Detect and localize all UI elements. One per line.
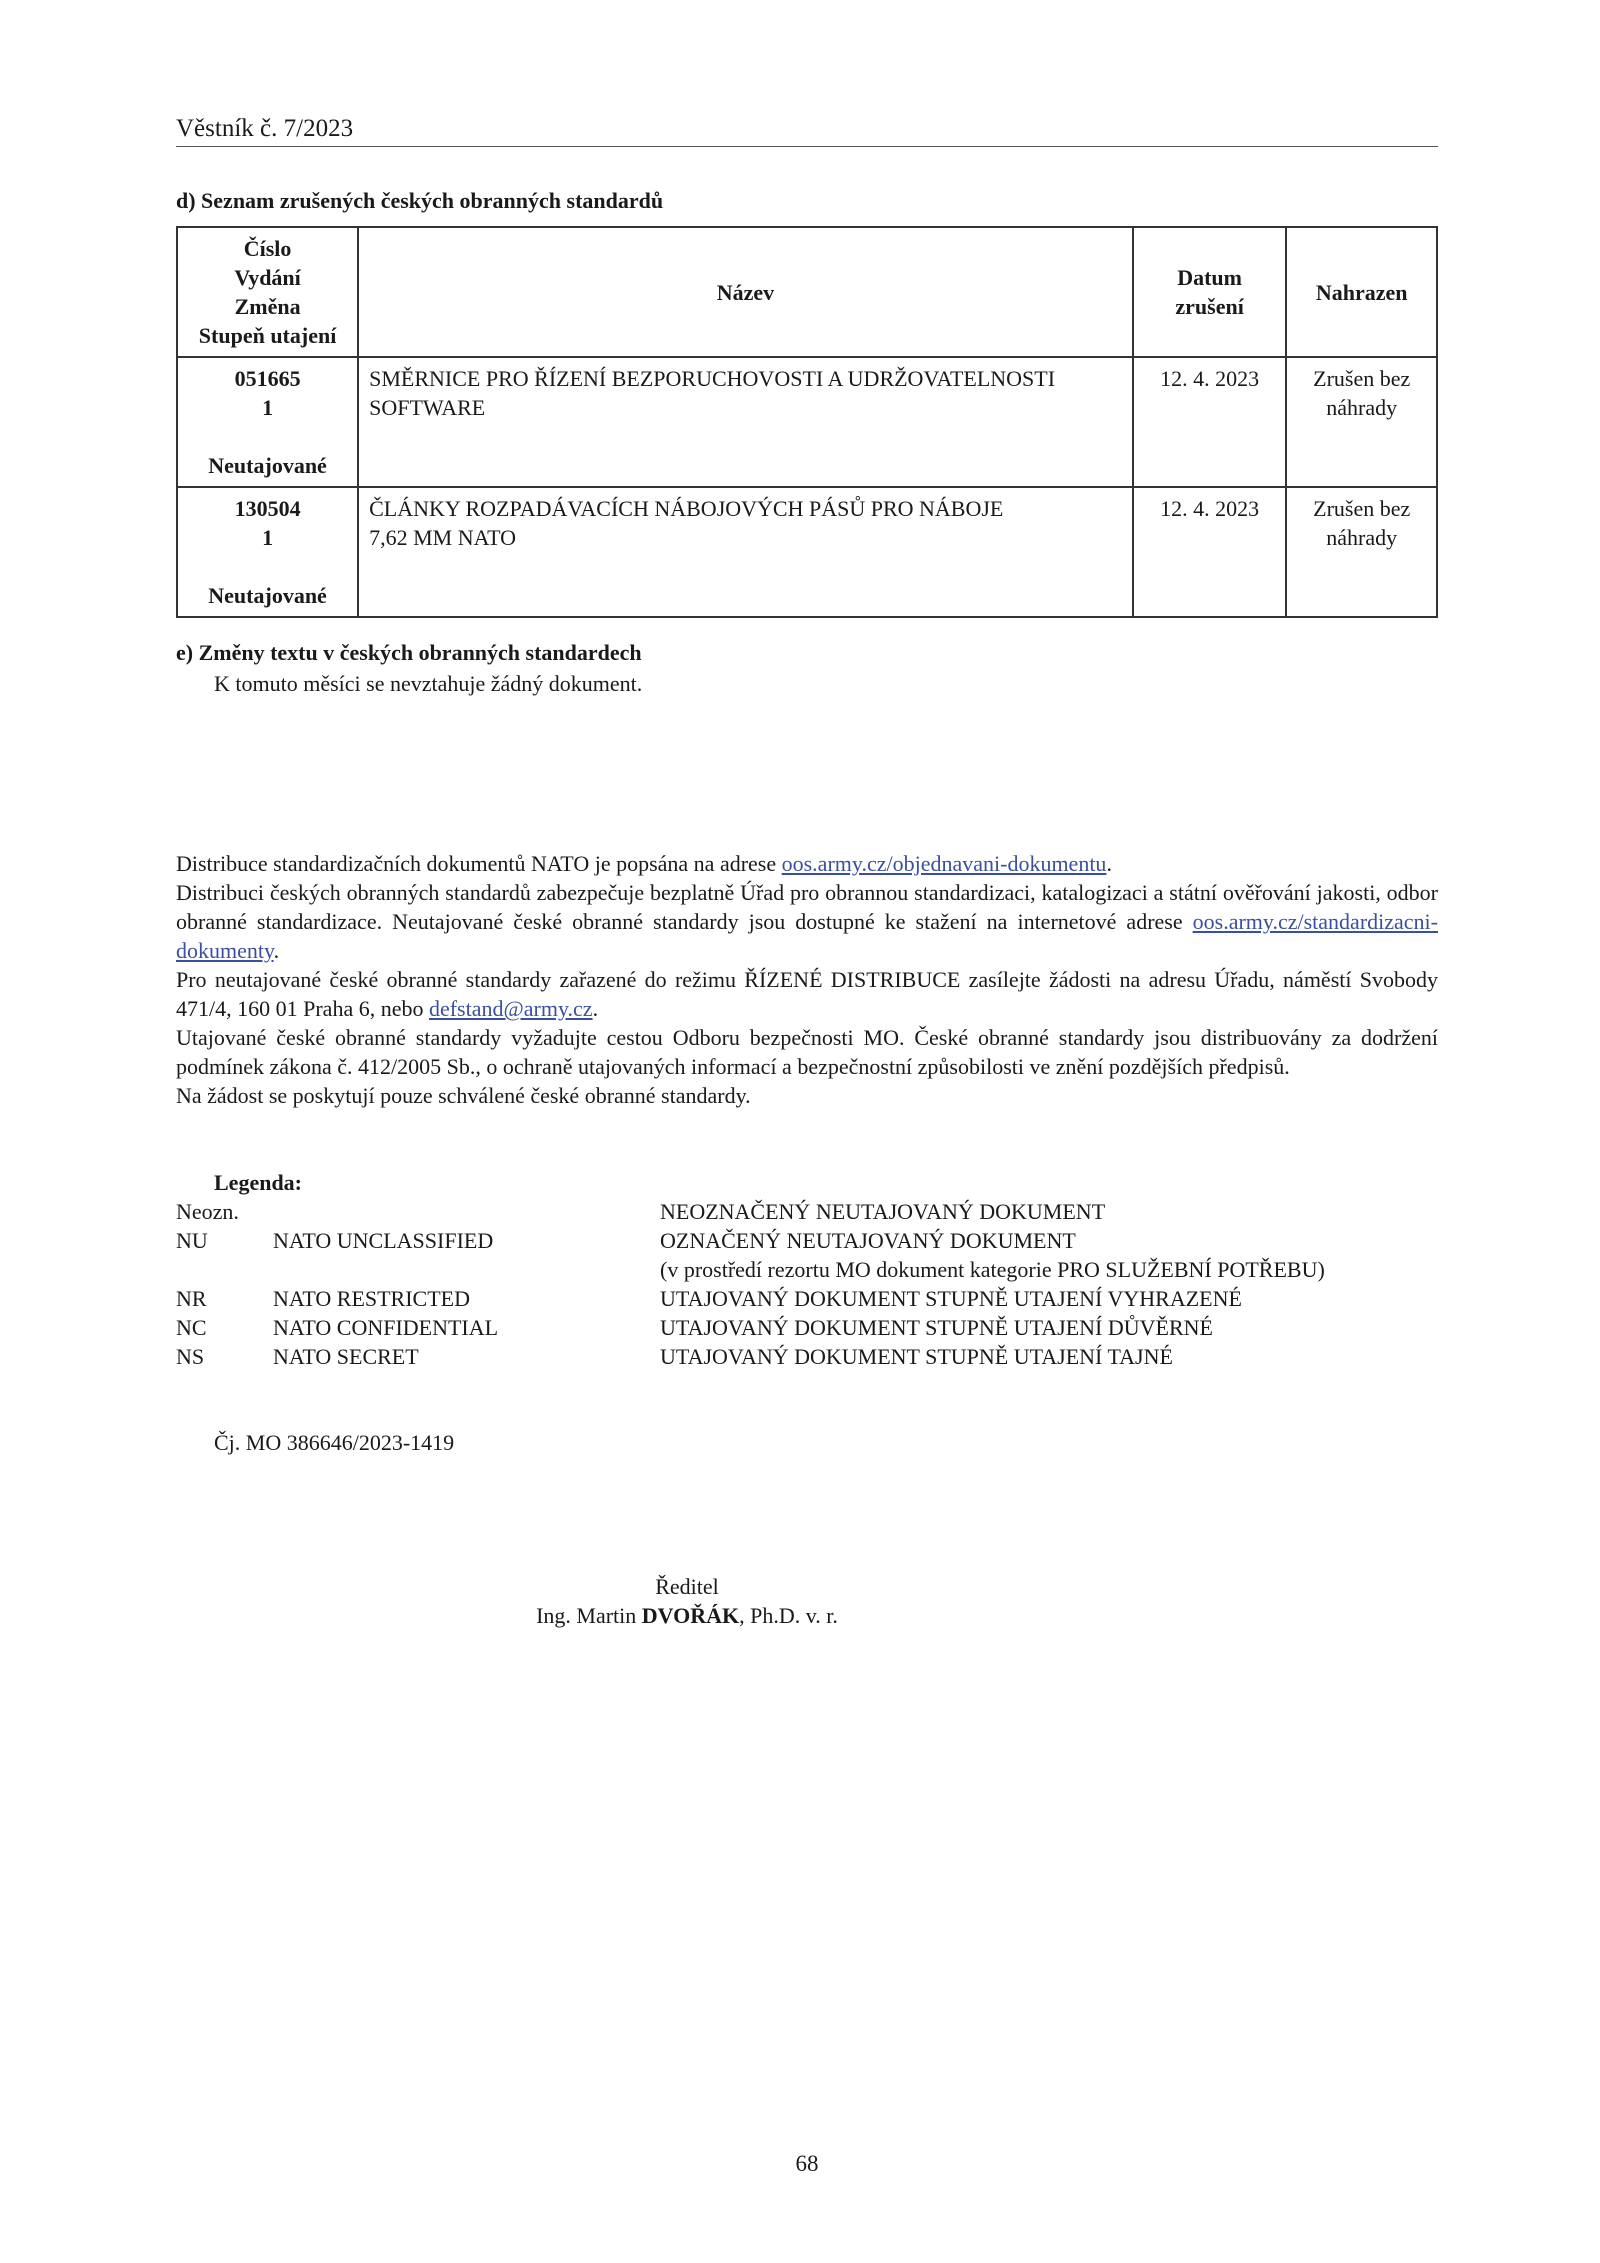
- standard-number-cell: 051665 1 Neutajované: [177, 357, 358, 487]
- nato-ordering-link[interactable]: oos.army.cz/objednavani-dokumentu: [781, 851, 1107, 876]
- page-number: 68: [795, 2151, 819, 2176]
- distribution-paragraph: Distribuci českých obranných standardů zabezpečuje bezplatně Úřad pro obrannou standardizaci, katalogizaci a státní ověřování jakosti, odbor obranné standardizace. Neutajované české obranné standardy jsou dostupné ke stažení na internetové adrese oos.army.cz/standardizacni-dokumenty.: [176, 880, 1438, 963]
- section-e-text: K tomuto měsíci se nevztahuje žádný dokument.: [214, 671, 643, 696]
- replaced-cell: Zrušen bez náhrady: [1286, 487, 1437, 617]
- page-header: Věstník č. 7/2023: [176, 114, 1438, 147]
- legend-row: NS NATO SECRET UTAJOVANÝ DOKUMENT STUPNĚ UTAJENÍ TAJNÉ: [176, 1344, 1173, 1369]
- column-header-date: Datum zrušení: [1133, 227, 1287, 357]
- legend-title: Legenda:: [214, 1170, 302, 1195]
- replaced-cell: Zrušen bez náhrady: [1286, 357, 1437, 487]
- reference-number: Čj. MO 386646/2023-1419: [214, 1430, 455, 1455]
- signature-block: [176, 1572, 1438, 1630]
- distribution-paragraph: Pro neutajované české obranné standardy zařazené do režimu ŘÍZENÉ DISTRIBUCE zasílejte žádosti na adresu Úřadu, náměstí Svobody 471/4, 160 01 Praha 6, nebo defstand@army.cz.: [176, 967, 1438, 1021]
- distribution-info: [176, 849, 1438, 1110]
- distribution-paragraph: Na žádost se poskytují pouze schválené české obranné standardy.: [176, 1083, 751, 1108]
- table-header-row: [177, 227, 1437, 357]
- signature-role: Ředitel: [655, 1574, 719, 1599]
- distribution-paragraph: Distribuce standardizačních dokumentů NATO je popsána na adrese oos.army.cz/objednavani-dokumentu.: [176, 851, 1112, 876]
- standard-number-cell: 130504 1 Neutajované: [177, 487, 358, 617]
- column-header-number: Číslo Vydání Změna Stupeň utajení: [177, 227, 358, 357]
- legend-row: NU NATO UNCLASSIFIED OZNAČENÝ NEUTAJOVANÝ DOKUMENT: [176, 1228, 1076, 1253]
- cancelled-standards-table: [176, 226, 1438, 618]
- legend-row: Neozn. NEOZNAČENÝ NEUTAJOVANÝ DOKUMENT: [176, 1199, 1106, 1224]
- signature-name: Ing. Martin DVOŘÁK, Ph.D. v. r.: [536, 1603, 838, 1628]
- section-e-title: e) Změny textu v českých obranných standardech: [176, 640, 642, 665]
- document-page: [176, 0, 1438, 2263]
- column-header-replaced: Nahrazen: [1286, 227, 1437, 357]
- standard-name-cell: ČLÁNKY ROZPADÁVACÍCH NÁBOJOVÝCH PÁSŮ PRO NÁBOJE 7,62 MM NATO: [358, 487, 1133, 617]
- section-d-title: d) Seznam zrušených českých obranných standardů: [176, 188, 664, 213]
- table-row: [177, 357, 1437, 487]
- table-row: [177, 487, 1437, 617]
- cancel-date-cell: 12. 4. 2023: [1133, 487, 1287, 617]
- legend: [176, 1168, 1438, 1371]
- legend-row: (v prostředí rezortu MO dokument kategorie PRO SLUŽEBNÍ POTŘEBU): [660, 1257, 1325, 1282]
- distribution-paragraph: Utajované české obranné standardy vyžadujte cestou Odboru bezpečnosti MO. České obranné standardy jsou distribuovány za dodržení podmínek zákona č. 412/2005 Sb., o ochraně utajovaných informací a bezpečnostní způsobilosti ve znění pozdějších předpisů.: [176, 1025, 1438, 1079]
- cancel-date-cell: 12. 4. 2023: [1133, 357, 1287, 487]
- legend-row: NR NATO RESTRICTED UTAJOVANÝ DOKUMENT STUPNĚ UTAJENÍ VYHRAZENÉ: [176, 1286, 1242, 1311]
- standard-name-cell: SMĚRNICE PRO ŘÍZENÍ BEZPORUCHOVOSTI A UDRŽOVATELNOSTI SOFTWARE: [358, 357, 1133, 487]
- column-header-name: Název: [358, 227, 1133, 357]
- standards-download-link[interactable]: oos.army.cz/standardizacni-dokumenty: [176, 909, 1438, 963]
- legend-row: NC NATO CONFIDENTIAL UTAJOVANÝ DOKUMENT STUPNĚ UTAJENÍ DŮVĚRNÉ: [176, 1315, 1213, 1340]
- defstand-email-link[interactable]: defstand@army.cz: [428, 996, 593, 1021]
